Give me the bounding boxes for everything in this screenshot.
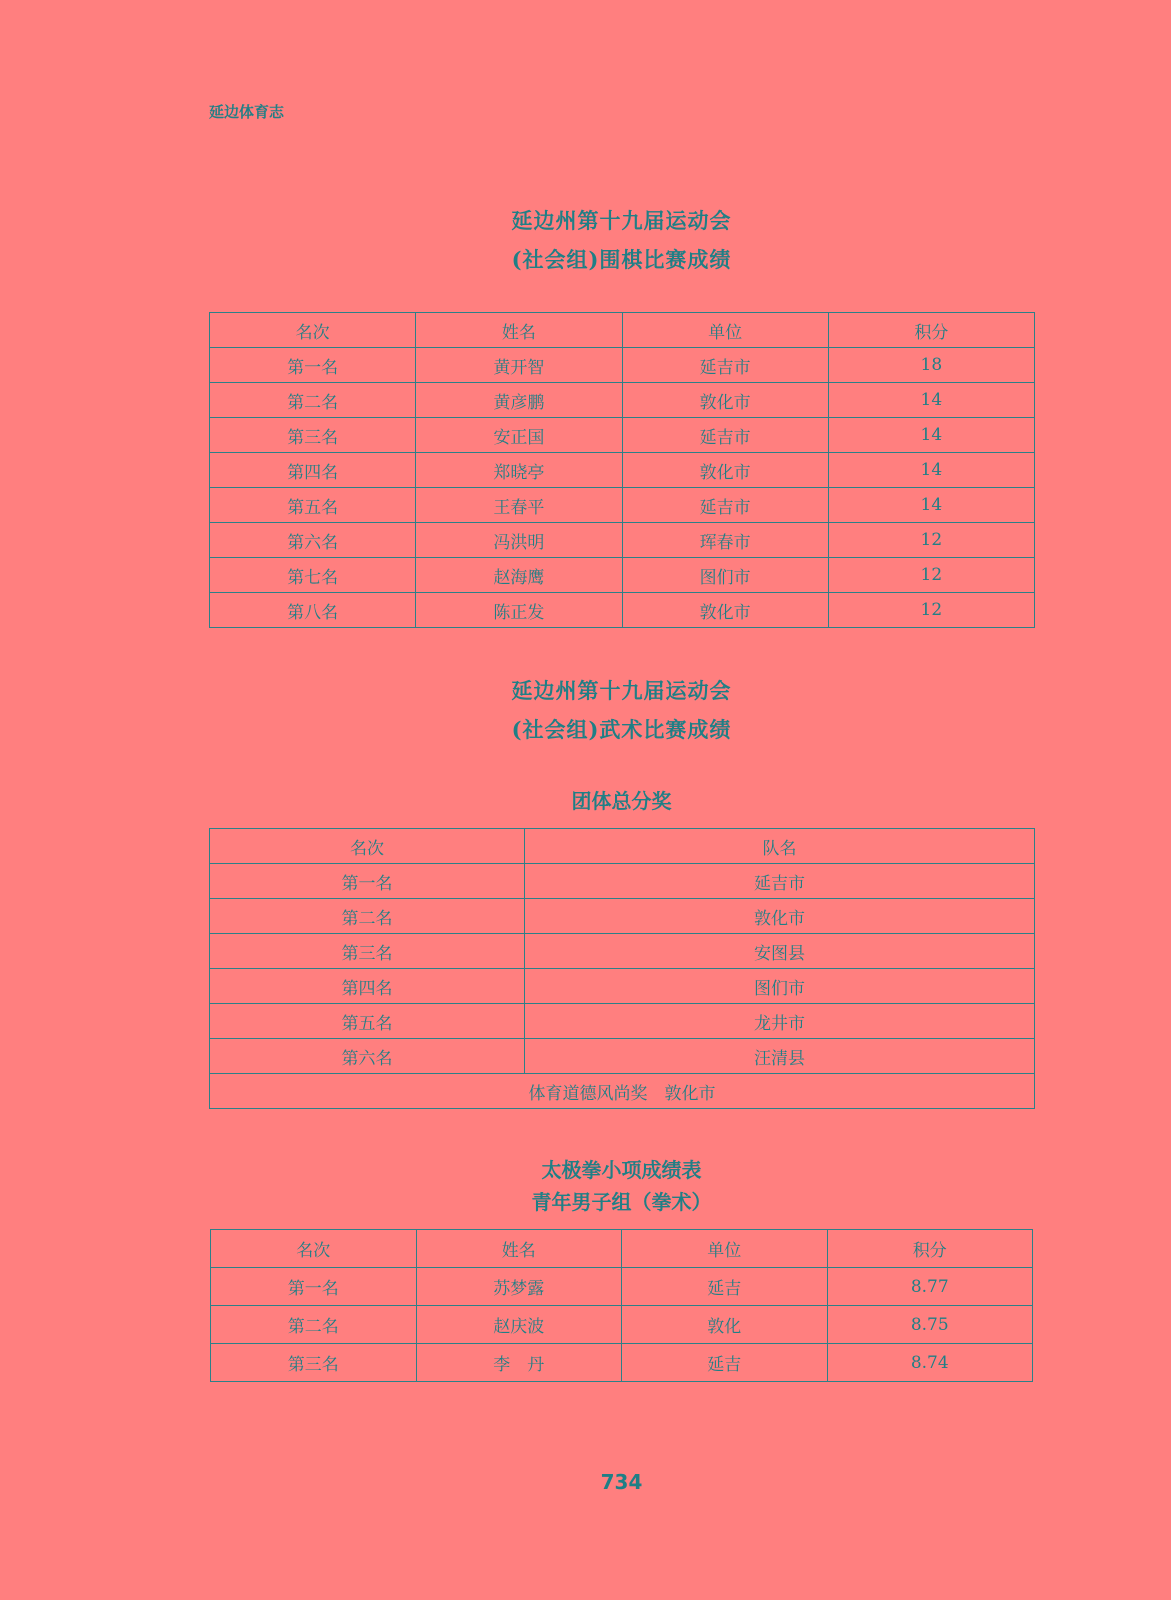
header-rank: 名次 xyxy=(210,313,416,348)
cell-rank: 第三名 xyxy=(211,1344,417,1382)
table-row xyxy=(210,934,1035,969)
table-row xyxy=(210,593,1035,628)
table-header-row xyxy=(210,829,1035,864)
cell-name: 苏梦露 xyxy=(416,1268,622,1306)
taiji-subtitle: 青年男子组（拳术） xyxy=(531,1190,712,1214)
go-title-line1: 延边州第十九届运动会 xyxy=(511,208,732,233)
cell-rank: 第三名 xyxy=(210,418,416,453)
cell-unit: 敦化 xyxy=(622,1306,828,1344)
cell-team: 敦化市 xyxy=(525,899,1035,934)
cell-rank: 第五名 xyxy=(210,1004,525,1039)
cell-rank: 第一名 xyxy=(210,348,416,383)
cell-score: 18 xyxy=(828,348,1034,383)
table-row xyxy=(210,453,1035,488)
cell-unit: 敦化市 xyxy=(622,453,828,488)
cell-unit: 图们市 xyxy=(622,558,828,593)
cell-score: 12 xyxy=(828,523,1034,558)
cell-name: 郑晓亭 xyxy=(416,453,622,488)
cell-rank: 第三名 xyxy=(210,934,525,969)
table-row xyxy=(211,1268,1033,1306)
cell-rank: 第六名 xyxy=(210,523,416,558)
cell-score: 14 xyxy=(828,488,1034,523)
cell-rank: 第四名 xyxy=(210,453,416,488)
cell-rank: 第二名 xyxy=(210,899,525,934)
cell-score: 8.75 xyxy=(827,1306,1033,1344)
cell-team: 图们市 xyxy=(525,969,1035,1004)
cell-rank: 第四名 xyxy=(210,969,525,1004)
header-rank: 名次 xyxy=(211,1230,417,1268)
header-unit: 单位 xyxy=(622,1230,828,1268)
cell-name: 赵海鹰 xyxy=(416,558,622,593)
cell-unit: 延吉 xyxy=(622,1268,828,1306)
table-row xyxy=(210,1074,1035,1109)
go-title-line2: (社会组)围棋比赛成绩 xyxy=(511,247,732,272)
cell-rank: 第一名 xyxy=(210,864,525,899)
header-name: 姓名 xyxy=(416,1230,622,1268)
cell-unit: 敦化市 xyxy=(622,383,828,418)
cell-score: 12 xyxy=(828,558,1034,593)
cell-team: 汪清县 xyxy=(525,1039,1035,1074)
cell-score: 14 xyxy=(828,383,1034,418)
header-name: 姓名 xyxy=(416,313,622,348)
wushu-title-line2: (社会组)武术比赛成绩 xyxy=(511,717,732,742)
cell-team: 安图县 xyxy=(525,934,1035,969)
wushu-team-subtitle: 团体总分奖 xyxy=(571,789,672,813)
table-row xyxy=(210,523,1035,558)
cell-score: 8.77 xyxy=(827,1268,1033,1306)
header-rank: 名次 xyxy=(210,829,525,864)
cell-unit: 珲春市 xyxy=(622,523,828,558)
header-unit: 单位 xyxy=(622,313,828,348)
cell-name: 黄彦鹏 xyxy=(416,383,622,418)
cell-score: 12 xyxy=(828,593,1034,628)
cell-score: 8.74 xyxy=(827,1344,1033,1382)
cell-rank: 第五名 xyxy=(210,488,416,523)
table-row xyxy=(210,488,1035,523)
taiji-results-table xyxy=(210,1229,1033,1382)
table-row xyxy=(210,383,1035,418)
table-row xyxy=(211,1306,1033,1344)
page-number: 734 xyxy=(600,1470,643,1494)
cell-name: 黄开智 xyxy=(416,348,622,383)
cell-unit: 延吉市 xyxy=(622,418,828,453)
wushu-team-table xyxy=(209,828,1035,1109)
header-score: 积分 xyxy=(828,313,1034,348)
cell-unit: 敦化市 xyxy=(622,593,828,628)
wushu-title-line1: 延边州第十九届运动会 xyxy=(511,678,732,703)
cell-name: 安正国 xyxy=(416,418,622,453)
cell-score: 14 xyxy=(828,453,1034,488)
table-row xyxy=(210,348,1035,383)
header-team: 队名 xyxy=(525,829,1035,864)
cell-unit: 延吉市 xyxy=(622,488,828,523)
table-header-row xyxy=(211,1230,1033,1268)
table-header-row xyxy=(210,313,1035,348)
table-row xyxy=(210,969,1035,1004)
cell-unit: 延吉市 xyxy=(622,348,828,383)
table-row xyxy=(210,558,1035,593)
table-row xyxy=(210,899,1035,934)
cell-rank: 第二名 xyxy=(211,1306,417,1344)
cell-name: 赵庆波 xyxy=(416,1306,622,1344)
cell-rank: 第七名 xyxy=(210,558,416,593)
cell-name: 陈正发 xyxy=(416,593,622,628)
header-score: 积分 xyxy=(827,1230,1033,1268)
table-row xyxy=(210,1004,1035,1039)
cell-rank: 第六名 xyxy=(210,1039,525,1074)
table-row xyxy=(210,418,1035,453)
go-results-table xyxy=(209,312,1035,628)
running-header: 延边体育志 xyxy=(209,103,285,121)
cell-name: 李 丹 xyxy=(416,1344,622,1382)
table-row xyxy=(210,864,1035,899)
table-row xyxy=(210,1039,1035,1074)
cell-score: 14 xyxy=(828,418,1034,453)
taiji-title: 太极拳小项成绩表 xyxy=(541,1158,702,1182)
table-row xyxy=(211,1344,1033,1382)
cell-unit: 延吉 xyxy=(622,1344,828,1382)
cell-team: 延吉市 xyxy=(525,864,1035,899)
cell-name: 冯洪明 xyxy=(416,523,622,558)
cell-name: 王春平 xyxy=(416,488,622,523)
sportsmanship-award-cell: 体育道德风尚奖 敦化市 xyxy=(210,1074,1035,1109)
cell-rank: 第一名 xyxy=(211,1268,417,1306)
cell-rank: 第二名 xyxy=(210,383,416,418)
cell-team: 龙井市 xyxy=(525,1004,1035,1039)
cell-rank: 第八名 xyxy=(210,593,416,628)
